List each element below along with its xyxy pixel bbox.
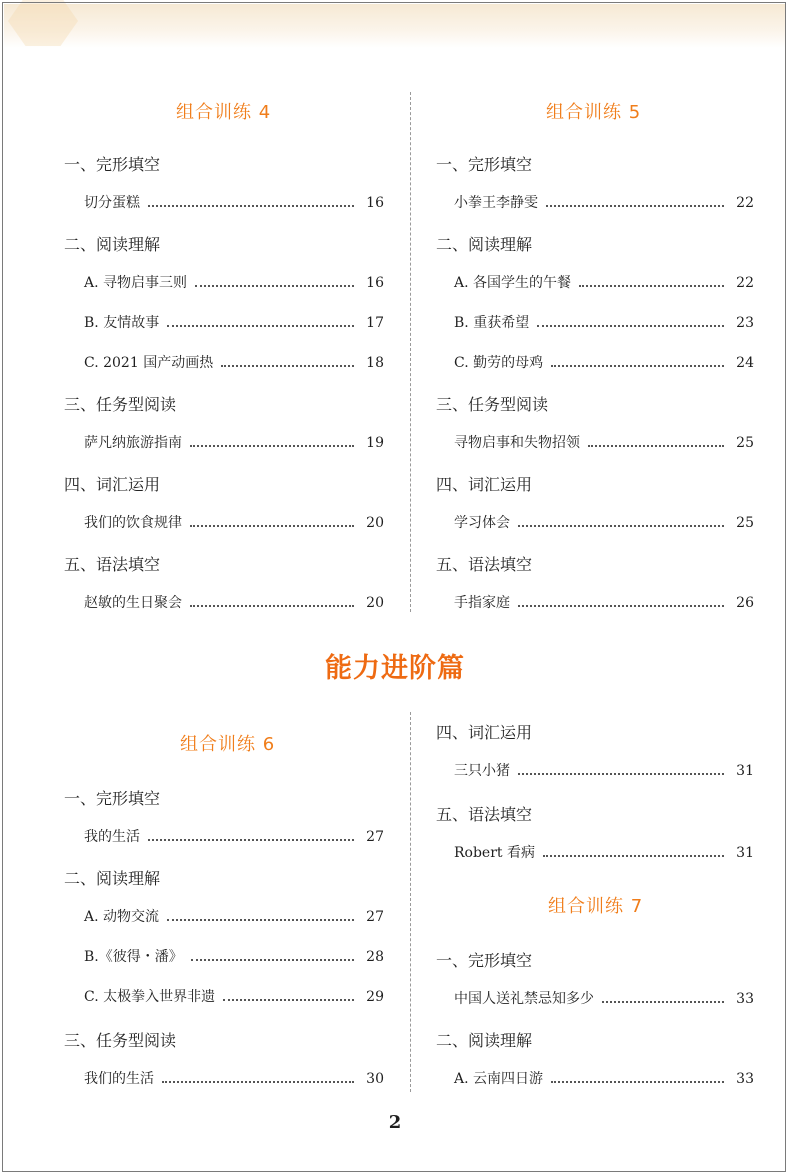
entry-label: 小拳王李静雯 [454, 195, 538, 211]
entry-page: 18 [366, 355, 384, 371]
toc-entry[interactable] [84, 272, 384, 292]
dot-leader [190, 525, 354, 527]
entry-label: A. 云南四日游 [454, 1071, 544, 1087]
dot-leader [167, 919, 354, 921]
toc-entry[interactable] [454, 352, 754, 372]
entry-label: 萨凡纳旅游指南 [84, 435, 182, 451]
toc-entry[interactable] [454, 592, 754, 612]
category-task-reading: 三、任务型阅读 [436, 395, 549, 414]
toc-entry[interactable] [454, 842, 754, 862]
entry-page: 20 [366, 595, 384, 611]
toc-entry[interactable] [84, 592, 384, 612]
dot-leader [195, 285, 354, 287]
category-reading: 二、阅读理解 [64, 869, 161, 888]
dot-leader [148, 839, 354, 841]
category-reading: 二、阅读理解 [64, 235, 161, 254]
dot-leader [162, 1081, 354, 1083]
entry-label: C. 太极拳入世界非遗 [84, 989, 216, 1005]
category-grammar: 五、语法填空 [436, 805, 533, 824]
toc-entry[interactable] [454, 272, 754, 292]
part-title: 能力进阶篇 [325, 653, 465, 684]
entry-page: 25 [736, 435, 754, 451]
entry-page: 20 [366, 515, 384, 531]
dot-leader [191, 959, 354, 961]
toc-entry[interactable] [454, 312, 754, 332]
category-cloze: 一、完形填空 [64, 155, 161, 174]
category-cloze: 一、完形填空 [64, 789, 161, 808]
entry-label: Robert 看病 [454, 845, 535, 861]
dot-leader [223, 999, 354, 1001]
entry-label: 我们的饮食规律 [84, 515, 182, 531]
entry-label: B. 友情故事 [84, 315, 160, 331]
toc-entry[interactable] [84, 312, 384, 332]
dot-leader [579, 285, 724, 287]
toc-entry[interactable] [84, 986, 384, 1006]
dot-leader [221, 365, 354, 367]
dot-leader [148, 205, 354, 207]
dot-leader [518, 605, 724, 607]
entry-label: 手指家庭 [454, 595, 510, 611]
dot-leader [546, 205, 724, 207]
category-reading: 二、阅读理解 [436, 1031, 533, 1050]
toc-entry[interactable] [454, 192, 754, 212]
entry-label: A. 动物交流 [84, 909, 160, 925]
dot-leader [537, 325, 724, 327]
entry-label: 中国人送礼禁忌知多少 [454, 991, 594, 1007]
entry-page: 24 [736, 355, 754, 371]
toc-entry[interactable] [454, 1068, 754, 1088]
entry-page: 22 [736, 195, 754, 211]
toc-entry[interactable] [454, 988, 754, 1008]
entry-page: 33 [736, 991, 754, 1007]
entry-label: 三只小猪 [454, 763, 510, 779]
category-grammar: 五、语法填空 [436, 555, 533, 574]
entry-label: 学习体会 [454, 515, 510, 531]
entry-page: 29 [366, 989, 384, 1005]
entry-label: B.《彼得・潘》 [84, 949, 183, 965]
dot-leader [543, 855, 724, 857]
toc-entry[interactable] [84, 192, 384, 212]
section-title-4: 组合训练 4 [176, 102, 272, 123]
entry-page: 23 [736, 315, 754, 331]
entry-page: 33 [736, 1071, 754, 1087]
toc-entry[interactable] [84, 946, 384, 966]
toc-entry[interactable] [454, 760, 754, 780]
toc-entry[interactable] [84, 906, 384, 926]
toc-entry[interactable] [454, 432, 754, 452]
column-divider-bottom [410, 712, 411, 1092]
dot-leader [518, 773, 724, 775]
section-title-6: 组合训练 6 [180, 734, 276, 755]
entry-label: 我们的生活 [84, 1071, 154, 1087]
toc-entry[interactable] [84, 1068, 384, 1088]
entry-page: 30 [366, 1071, 384, 1087]
entry-page: 22 [736, 275, 754, 291]
dot-leader [551, 365, 724, 367]
toc-entry[interactable] [454, 512, 754, 532]
entry-page: 27 [366, 829, 384, 845]
entry-page: 25 [736, 515, 754, 531]
toc-entry[interactable] [84, 352, 384, 372]
category-task-reading: 三、任务型阅读 [64, 1031, 177, 1050]
dot-leader [190, 445, 354, 447]
entry-label: 我的生活 [84, 829, 140, 845]
entry-label: 赵敏的生日聚会 [84, 595, 182, 611]
dot-leader [551, 1081, 724, 1083]
toc-entry[interactable] [84, 512, 384, 532]
entry-page: 27 [366, 909, 384, 925]
entry-page: 16 [366, 275, 384, 291]
entry-label: A. 寻物启事三则 [84, 275, 188, 291]
entry-page: 17 [366, 315, 384, 331]
toc-entry[interactable] [84, 432, 384, 452]
entry-page: 31 [736, 763, 754, 779]
category-vocabulary: 四、词汇运用 [436, 723, 533, 742]
category-cloze: 一、完形填空 [436, 951, 533, 970]
category-vocabulary: 四、词汇运用 [436, 475, 533, 494]
page-number: 2 [388, 1112, 402, 1133]
section-title-7: 组合训练 7 [548, 896, 644, 917]
dot-leader [167, 325, 354, 327]
toc-entry[interactable] [84, 826, 384, 846]
category-vocabulary: 四、词汇运用 [64, 475, 161, 494]
entry-label: 寻物启事和失物招领 [454, 435, 580, 451]
entry-label: A. 各国学生的午餐 [454, 275, 572, 291]
entry-page: 28 [366, 949, 384, 965]
entry-label: 切分蛋糕 [84, 195, 140, 211]
entry-page: 19 [366, 435, 384, 451]
dot-leader [602, 1001, 724, 1003]
section-title-5: 组合训练 5 [546, 102, 642, 123]
category-reading: 二、阅读理解 [436, 235, 533, 254]
entry-label: C. 2021 国产动画热 [84, 355, 214, 371]
category-grammar: 五、语法填空 [64, 555, 161, 574]
column-divider-top [410, 92, 411, 612]
entry-page: 26 [736, 595, 754, 611]
category-cloze: 一、完形填空 [436, 155, 533, 174]
entry-label: C. 勤劳的母鸡 [454, 355, 544, 371]
dot-leader [190, 605, 354, 607]
dot-leader [518, 525, 724, 527]
entry-page: 31 [736, 845, 754, 861]
category-task-reading: 三、任务型阅读 [64, 395, 177, 414]
entry-label: B. 重获希望 [454, 315, 530, 331]
dot-leader [588, 445, 724, 447]
entry-page: 16 [366, 195, 384, 211]
